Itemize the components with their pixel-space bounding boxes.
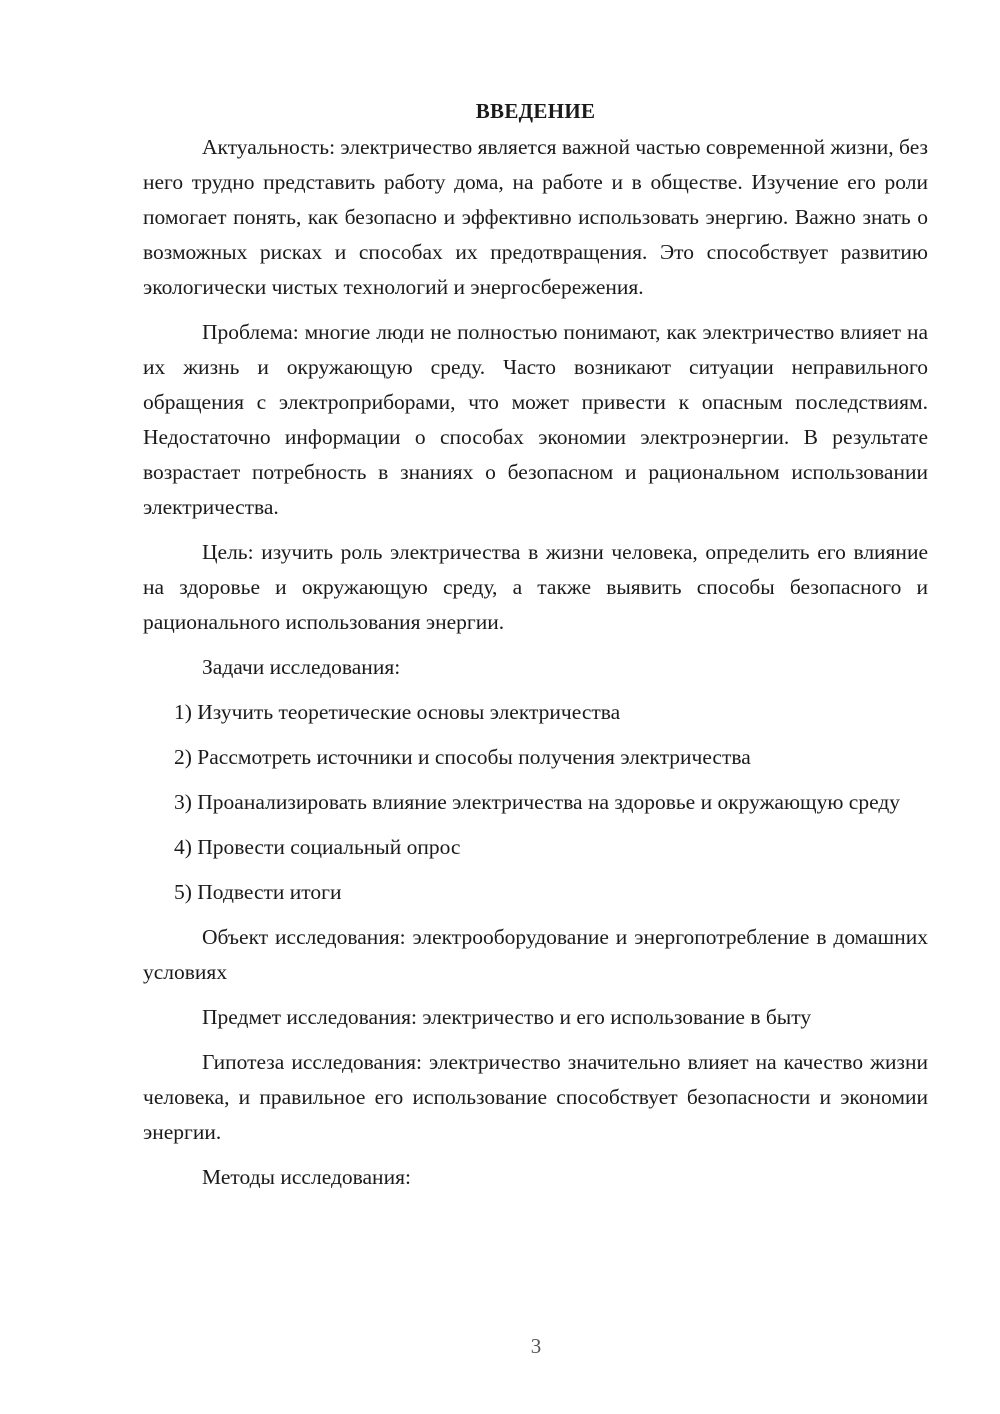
paragraph-relevance: Актуальность: электричество является важной частью современной жизни, без него трудно представить работу дома, на работе и в обществе. Изучение его роли помогает понять, как безопасно и эффективно использовать энергию. Важно знать о возможных рисках и способах их предотвращения. Это способствует развитию экологически чистых технологий и энергосбережения. [143,135,928,299]
document-title: ВВЕДЕНИЕ [475,99,596,123]
task-item-5: 5) Подвести итоги [174,880,342,904]
page-number: 3 [530,1334,542,1358]
task-item-1: 1) Изучить теоретические основы электричества [174,700,621,724]
methods-heading: Методы исследования: [202,1165,411,1189]
paragraph-goal: Цель: изучить роль электричества в жизни человека, определить его влияние на здоровье и окружающую среду, а также выявить способы безопасного и рационального использования энергии. [143,540,928,634]
paragraph-object: Объект исследования: электрооборудование и энергопотребление в домашних условиях [143,925,928,984]
paragraph-subject: Предмет исследования: электричество и его использование в быту [202,1005,812,1029]
document-page [143,96,928,1205]
paragraph-problem: Проблема: многие люди не полностью понимают, как электричество влияет на их жизнь и окружающую среду. Часто возникают ситуации неправильного обращения с электроприборами, что может привести к опасным последствиям. Недостаточно информации о способах экономии электроэнергии. В результате возрастает потребность в знаниях о безопасном и рациональном использовании электричества. [143,320,928,519]
tasks-heading: Задачи исследования: [202,655,401,679]
paragraph-hypothesis: Гипотеза исследования: электричество значительно влияет на качество жизни человека, и правильное его использование способствует безопасности и экономии энергии. [143,1050,928,1144]
task-item-3: 3) Проанализировать влияние электричества на здоровье и окружающую среду [174,790,901,814]
task-item-4: 4) Провести социальный опрос [174,835,461,859]
task-item-2: 2) Рассмотреть источники и способы получения электричества [174,745,751,769]
